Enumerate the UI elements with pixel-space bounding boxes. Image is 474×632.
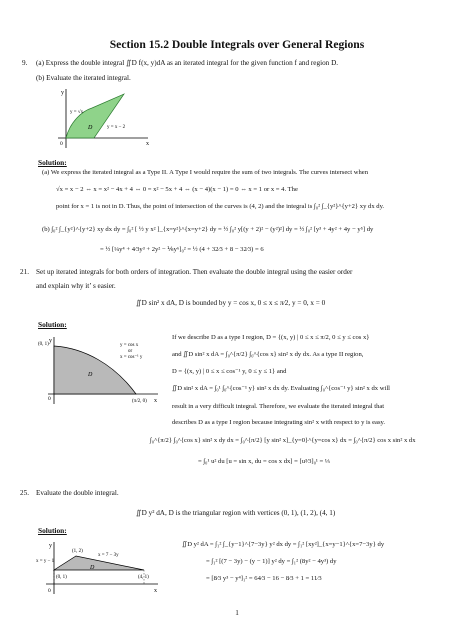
problem-21-line-2: and explain why it’ s easier. xyxy=(36,282,116,290)
problem-25-line-1: Evaluate the double integral. xyxy=(36,489,119,497)
page-number: 1 xyxy=(235,609,239,617)
problem-25-number: 25. xyxy=(20,489,29,497)
solution-21-line-3: D = {(x, y) | 0 ≤ x ≤ cos⁻¹ y, 0 ≤ y ≤ 1} and xyxy=(172,368,287,375)
problem-21-integral: ∬D sin² x dA, D is bounded by y = cos x, 0 ≤ x ≤ π⁄2, y = 0, x = 0 xyxy=(136,299,326,307)
region-label: D xyxy=(88,125,93,131)
line-left-label: x = y − 1 xyxy=(36,559,55,564)
solution-9a-line-2: √x = x − 2 ⇔ x = x² − 4x + 4 ⇔ 0 = x² − 5x + 4 ⇔ (x − 4)(x − 1) = 0 ⇔ x = 1 or x = 4. The xyxy=(56,186,298,193)
point-pi-over-2-label: (π/2, 0) xyxy=(132,399,147,404)
origin-label: 0 xyxy=(48,396,51,402)
curve-sqrt-label: y = √x xyxy=(70,110,84,115)
origin-label: 0 xyxy=(48,588,51,594)
solution-9b-line-1: (b) ∫₀² ∫_{y²}^{y+2} xy dx dy = ∫₀² [ ½ y x² ]_{x=y²}^{x=y+2} dy = ½ ∫₀² y[(y + 2)² − (y²)²] dy = ½ ∫₀² [y³ + 4y² + 4y − y⁵] dy xyxy=(42,226,374,233)
solution-9b-line-2: = ½ [¼y⁴ + 4⁄3y³ + 2y² − ⅙y⁶]₀² = ½ (4 + 32⁄3 + 8 − 32⁄3) = 6 xyxy=(100,246,264,253)
curve-arccos-label: x = cos⁻¹ y xyxy=(120,355,143,360)
origin-label: 0 xyxy=(60,141,63,147)
solution-21-line-6: describes D as a type I region because integrating sin² x with respect to y is easy. xyxy=(172,419,386,426)
point-0-1-label: (0, 1) xyxy=(38,342,49,347)
problem-21-number: 21. xyxy=(20,268,29,276)
region-label: D xyxy=(90,565,95,571)
vertex-1-2-label: (1, 2) xyxy=(72,549,83,554)
problem-9-part-a: (a) Express the double integral ∬D f(x, y)dA as an iterated integral for the given function f and region D. xyxy=(36,59,339,67)
problem-21-line-1: Set up iterated integrals for both orders of integration. Then evaluate the double integral using the easier order xyxy=(36,268,353,276)
y-axis-label: y xyxy=(49,338,52,344)
problem-9-solution-label: Solution: xyxy=(38,158,67,167)
x-axis-label: x xyxy=(146,141,149,147)
problem-21-solution-label: Solution: xyxy=(38,320,67,329)
y-axis-label: y xyxy=(61,90,64,96)
triangle-region xyxy=(54,556,144,570)
curve-or-label: or xyxy=(128,349,133,354)
x-axis-label: x xyxy=(154,588,157,594)
solution-21-line-4: ∬D sin² x dA = ∫₀¹ ∫₀^{cos⁻¹ y} sin² x dx dy. Evaluating ∫₀^{cos⁻¹ y} sin² x dx will xyxy=(172,385,391,392)
solution-25-line-3: = [8⁄3 y³ − y⁴]₁² = 64⁄3 − 16 − 8⁄3 + 1 = 11⁄3 xyxy=(206,575,322,582)
solution-25-line-1: ∬D y² dA = ∫₁² ∫_{y−1}^{7−3y} y² dx dy = ∫₁² [xy²]_{x=y−1}^{x=7−3y} dy xyxy=(182,541,385,548)
problem-25-integral: ∬D y² dA, D is the triangular region with vertices (0, 1), (1, 2), (4, 1) xyxy=(136,509,336,517)
page-title: Section 15.2 Double Integrals over General Regions xyxy=(109,38,365,51)
problem-25-solution-label: Solution: xyxy=(38,526,67,535)
vertex-0-1-label: (0, 1) xyxy=(56,575,67,580)
vertex-4-1-label: (4, 1) xyxy=(138,575,149,580)
solution-21-line-1: If we describe D as a type I region, D = {(x, y) | 0 ≤ x ≤ π/2, 0 ≤ y ≤ cos x} xyxy=(172,334,370,341)
curve-cos-label: y = cos x xyxy=(120,343,139,348)
x-axis-label: x xyxy=(154,398,157,404)
solution-21-line-7: ∫₀^{π/2} ∫₀^{cos x} sin² x dy dx = ∫₀^{π/2} [y sin² x]_{y=0}^{y=cos x} dx = ∫₀^{π/2} cos x sin² x dx xyxy=(150,437,416,444)
region-d-shading xyxy=(66,94,124,138)
problem-21-figure xyxy=(36,334,164,410)
curve-line-label: y = x − 2 xyxy=(107,125,126,130)
problem-9-number: 9. xyxy=(22,59,28,67)
problem-9-part-b: (b) Evaluate the iterated integral. xyxy=(36,74,131,82)
region-d-shading xyxy=(54,346,136,394)
region-label: D xyxy=(88,372,93,378)
problem-25-figure xyxy=(34,540,164,598)
y-axis-label: y xyxy=(49,543,52,549)
line-right-label: x = 7 − 3y xyxy=(98,553,119,558)
solution-9a-line-1: (a) We express the iterated integral as a Type II. A Type I would require the sum of two integrals. The curves intersect when xyxy=(42,169,368,176)
solution-21-line-5: result in a very difficult integral. Therefore, we evaluate the iterated integral that xyxy=(172,403,385,410)
solution-9a-line-3: point for x = 1 is not in D. Thus, the point of intersection of the curves is (4, 2) and the integral is ∫₀² ∫_{y²}^{y+2} xy dx dy. xyxy=(56,203,385,210)
solution-21-line-2: and ∬D sin² x dA = ∫₀^{π/2} ∫₀^{cos x} sin² x dy dx. As a type II region, xyxy=(172,351,364,358)
solution-21-line-8: = ∫₀¹ u² du [u = sin x, du = cos x dx] = [u³⁄3]₀¹ = ⅓ xyxy=(198,458,330,465)
solution-25-line-2: = ∫₁² [(7 − 3y) − (y − 1)] y² dy = ∫₁² (8y² − 4y³) dy xyxy=(206,558,337,565)
problem-9-figure xyxy=(52,86,152,152)
